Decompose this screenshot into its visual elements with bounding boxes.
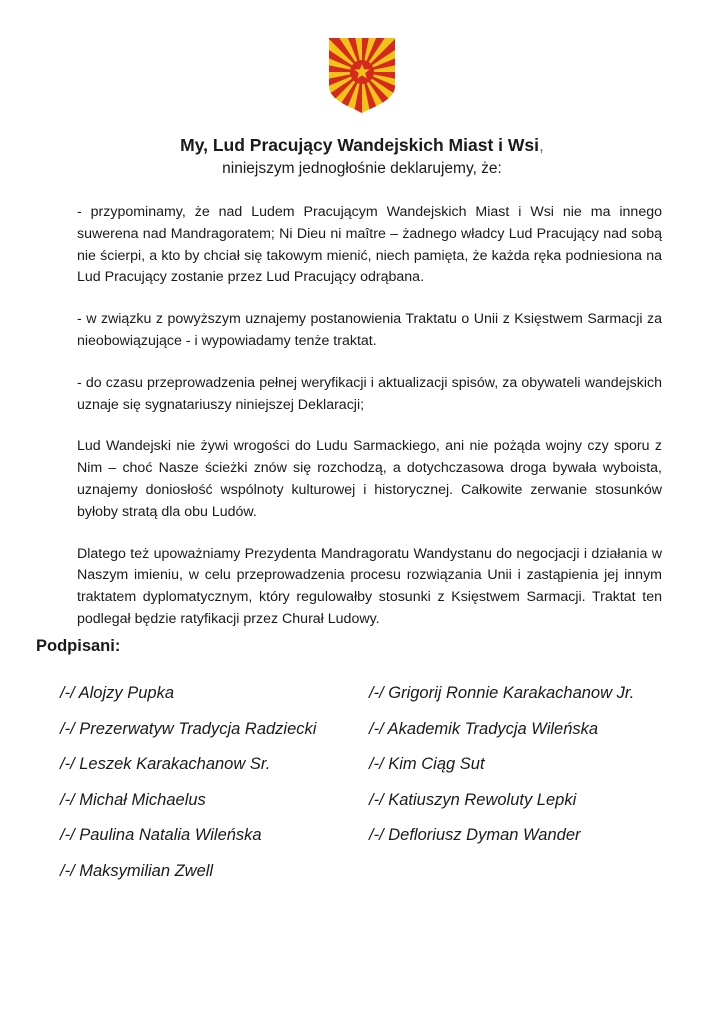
- signature-entry: /-/ Alojzy Pupka: [60, 684, 175, 702]
- signature-entry: /-/ Kim Ciąg Sut: [369, 755, 485, 773]
- title-text: My, Lud Pracujący Wandejskich Miast i Wsi: [180, 135, 539, 155]
- signature-entry: /-/ Defloriusz Dyman Wander: [369, 826, 581, 844]
- page-subtitle: niniejszym jednogłośnie deklarujemy, że:: [222, 160, 502, 177]
- signature-entry: /-/ Prezerwatyw Tradycja Radziecki: [60, 719, 317, 738]
- signature-entry: /-/ Leszek Karakachanow Sr.: [60, 755, 271, 773]
- paragraph-citizenship: - do czasu przeprowadzenia pełnej weryfikacji i aktualizacji spisów, za obywateli wandejskich uznaje się sygnatariuszy niniejszej Deklaracji;: [77, 374, 662, 413]
- paragraph-relations: Lud Wandejski nie żywi wrogości do Ludu Sarmackiego, ani nie pożąda wojny czy sporu z Nim – choć Nasze ścieżki znów się rozchodzą, a dotychczasowa droga bywała wyboista, uznajemy doniosłość wspólnoty kulturowej i historycznej. Całkowite zerwanie stosunków byłoby stratą dla obu Ludów.: [77, 438, 662, 520]
- paragraph-authorization: Dlatego też upoważniamy Prezydenta Mandragoratu Wandystanu do negocjacji i działania w Naszym imieniu, w celu przeprowadzenia procesu rozwiązania Unii i zastąpienia jej innym traktatem dyplomatycznym, który regulowałby stosunki z Księstwem Sarmacji. Traktat ten podlegał będzie ratyfikacji przez Churał Ludowy.: [77, 545, 662, 627]
- paragraph-treaty-termination: - w związku z powyższym uznajemy postanowienia Traktatu o Unii z Księstwem Sarmacji za nieobowiązujące - i wypowiadamy tenże traktat.: [77, 311, 662, 349]
- signatures-right-column: [369, 676, 634, 854]
- signatures-left-column: [60, 676, 316, 889]
- sunburst-star-shield-icon: [327, 36, 397, 114]
- coat-of-arms-emblem: [327, 36, 397, 114]
- paragraph-sovereignty: - przypominamy, że nad Ludem Pracującym Wandejskich Miast i Wsi nie ma innego suwerena nad Mandragoratem; Ni Dieu ni maître – żadnego władcy Lud Pracujący nad sobą nie ścierpi, a kto by chciał się takowym mienić, niech pamięta, że każda ręka podniesiona na Lud Pracujący zostanie przez Lud Pracujący odrąbana.: [77, 204, 662, 286]
- signatories-heading: Podpisani:: [36, 637, 121, 655]
- signature-entry: /-/ Paulina Natalia Wileńska: [60, 826, 262, 844]
- signature-entry: /-/ Grigorij Ronnie Karakachanow Jr.: [369, 684, 635, 702]
- title-comma: ,: [538, 135, 544, 155]
- signature-entry: /-/ Michał Michaelus: [60, 790, 206, 809]
- declaration-body: [77, 202, 662, 651]
- signature-entry: /-/ Maksymilian Zwell: [60, 861, 214, 880]
- signature-entry: /-/ Akademik Tradycja Wileńska: [369, 719, 599, 738]
- page-title: [0, 134, 724, 156]
- signature-entry: /-/ Katiuszyn Rewoluty Lepki: [369, 790, 577, 809]
